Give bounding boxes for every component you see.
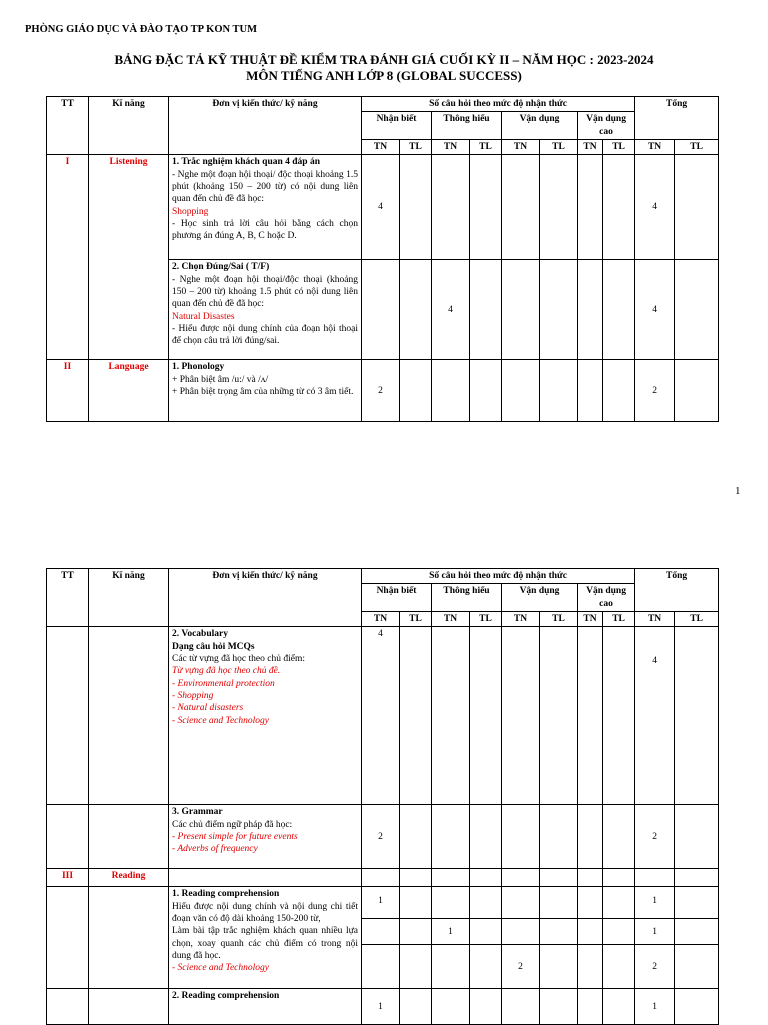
count-total-tn: 2 [635, 945, 675, 989]
col-header-van-dung: Vận dụng [502, 584, 578, 612]
unit-cell [169, 360, 362, 422]
document-title-line2: MÔN TIẾNG ANH LỚP 8 (GLOBAL SUCCESS) [246, 68, 522, 83]
col-header-unit: Đơn vị kiến thức/ kỹ năng [169, 97, 362, 155]
col-tn: TN [362, 612, 400, 627]
count-nb-tn: 4 [362, 627, 400, 805]
col-tn: TN [362, 140, 400, 155]
col-header-tt: TT [47, 97, 89, 155]
unit-title: 2. Reading comprehension [172, 991, 280, 1002]
col-tl: TL [470, 140, 502, 155]
col-header-van-dung-cao: Vận dụng cao [578, 112, 635, 140]
unit-cell [169, 887, 362, 989]
unit-title: 1. Phonology [172, 362, 225, 373]
unit-topic: - Present simple for future events [172, 832, 298, 843]
unit-topic: Natural Disastes [172, 311, 235, 322]
count-total-tn: 2 [635, 805, 675, 869]
unit-title: 1. Reading comprehension [172, 889, 280, 900]
unit-line: + Phân biệt trọng âm của những từ có 3 âm tiết. [172, 387, 354, 398]
unit-line: Các chủ điểm ngữ pháp đã học: [172, 819, 293, 830]
count-nb-tn: 1 [362, 989, 400, 1025]
spec-table-page1 [46, 96, 719, 422]
unit-cell [169, 627, 362, 805]
unit-line: Hiểu được nội dung chính và nội dung chi tiết đoạn văn có độ dài khoảng 150-200 từ, [172, 901, 358, 925]
unit-cell [169, 155, 362, 260]
col-header-group: Số câu hỏi theo mức độ nhận thức [362, 97, 635, 112]
section-skill: Reading [89, 869, 169, 887]
col-tl: TL [675, 612, 719, 627]
unit-line: + Phân biệt âm /u:/ và /ʌ/ [172, 374, 269, 385]
unit-topic: - Adverbs of frequency [172, 844, 258, 855]
col-tn: TN [502, 140, 540, 155]
table-row [47, 627, 719, 805]
unit-topic: - Shopping [172, 691, 214, 702]
table-row [47, 887, 719, 919]
unit-topic: Từ vựng đã học theo chủ đề. [172, 666, 281, 677]
col-header-group: Số câu hỏi theo mức độ nhận thức [362, 569, 635, 584]
table-row [47, 360, 719, 422]
count-total-tn: 1 [635, 919, 675, 945]
count-vd-tn: 2 [502, 945, 540, 989]
unit-line: - Nghe một đoạn hội thoại/độc thoại (khoảng 150 – 200 từ) khoảng 1.5 phút có nội dung liên quan đến chủ đề đã học: [172, 274, 358, 310]
count-th-tn: 1 [432, 919, 470, 945]
table-row [47, 805, 719, 869]
count-th-tn: 4 [432, 260, 470, 360]
count-nb-tn: 2 [362, 805, 400, 869]
page-number: 1 [735, 485, 741, 497]
unit-topic: - Science and Technology [172, 963, 269, 974]
col-header-thong-hieu: Thông hiểu [432, 112, 502, 140]
unit-cell [169, 805, 362, 869]
unit-topic: - Natural disasters [172, 703, 244, 714]
unit-topic: - Environmental protection [172, 678, 275, 689]
section-number: II [47, 360, 89, 422]
count-total-tn: 1 [635, 887, 675, 919]
unit-line: Làm bài tập trắc nghiệm khách quan nhiều lựa chọn, xoay quanh các chủ điểm có trong nội dung đã học. [172, 926, 358, 962]
unit-title: 2. Chọn Đúng/Sai ( T/F) [172, 262, 270, 273]
col-tn: TN [578, 140, 603, 155]
col-header-thong-hieu: Thông hiểu [432, 584, 502, 612]
unit-title: 3. Grammar [172, 807, 223, 818]
col-tl: TL [400, 612, 432, 627]
col-header-nhan-biet: Nhận biết [362, 584, 432, 612]
spec-table-page2 [46, 568, 719, 1025]
col-header-total: Tổng [635, 97, 719, 140]
col-header-total: Tổng [635, 569, 719, 612]
col-tl: TL [603, 140, 635, 155]
col-tn: TN [578, 612, 603, 627]
col-header-nhan-biet: Nhận biết [362, 112, 432, 140]
col-tl: TL [470, 612, 502, 627]
table-row [47, 155, 719, 260]
col-tn: TN [432, 140, 470, 155]
col-header-skill: Kĩ năng [89, 97, 169, 155]
col-tn: TN [502, 612, 540, 627]
col-header-skill: Kĩ năng [89, 569, 169, 627]
document-title-line1: BẢNG ĐẶC TẢ KỸ THUẬT ĐỀ KIỂM TRA ĐÁNH GIÁ CUỐI KỲ II – NĂM HỌC : 2023-2024 [114, 52, 654, 67]
unit-subtitle: Dạng câu hỏi MCQs [172, 641, 255, 652]
unit-topic: Shopping [172, 206, 209, 217]
unit-cell [169, 989, 362, 1025]
department-name: PHÒNG GIÁO DỤC VÀ ĐÀO TẠO TP KON TUM [25, 24, 257, 35]
count-total-tn: 4 [635, 260, 675, 360]
count-nb-tn: 1 [362, 887, 400, 919]
section-number: III [47, 869, 89, 887]
col-tl: TL [603, 612, 635, 627]
table-row [47, 869, 719, 887]
col-header-van-dung-cao: Vận dụng cao [578, 584, 635, 612]
section-skill: Language [89, 360, 169, 422]
unit-title: 2. Vocabulary [172, 629, 228, 640]
table-row [47, 989, 719, 1025]
col-tn: TN [635, 140, 675, 155]
unit-line: - Học sinh trả lời câu hỏi bằng cách chọn phương án đúng A, B, C hoặc D. [172, 219, 358, 242]
unit-title: 1. Trắc nghiệm khách quan 4 đáp án [172, 157, 320, 168]
col-header-tt: TT [47, 569, 89, 627]
col-header-van-dung: Vận dụng [502, 112, 578, 140]
col-tn: TN [635, 612, 675, 627]
count-total-tn: 1 [635, 989, 675, 1025]
section-number: I [47, 155, 89, 360]
col-tl: TL [400, 140, 432, 155]
unit-cell [169, 260, 362, 360]
count-total-tn: 4 [635, 155, 675, 260]
col-tn: TN [432, 612, 470, 627]
unit-topic: - Science and Technology [172, 715, 269, 726]
count-nb-tn: 4 [362, 155, 400, 260]
count-nb-tn: 2 [362, 360, 400, 422]
count-total-tn: 2 [635, 360, 675, 422]
count-total-tn: 4 [635, 627, 675, 805]
unit-line: Các từ vựng đã học theo chủ điểm: [172, 654, 305, 665]
col-header-unit: Đơn vị kiến thức/ kỹ năng [169, 569, 362, 627]
unit-line: - Hiểu được nội dung chính của đoạn hội thoại để chọn câu trả lời đúng/sai. [172, 324, 358, 347]
col-tl: TL [675, 140, 719, 155]
col-tl: TL [540, 140, 578, 155]
unit-line: - Nghe một đoạn hội thoại/ độc thoại khoảng 1.5 phút (khoảng 150 – 200 từ) có nội dung liên quan đến chủ đề đã học: [172, 169, 358, 205]
col-tl: TL [540, 612, 578, 627]
section-skill: Listening [89, 155, 169, 360]
